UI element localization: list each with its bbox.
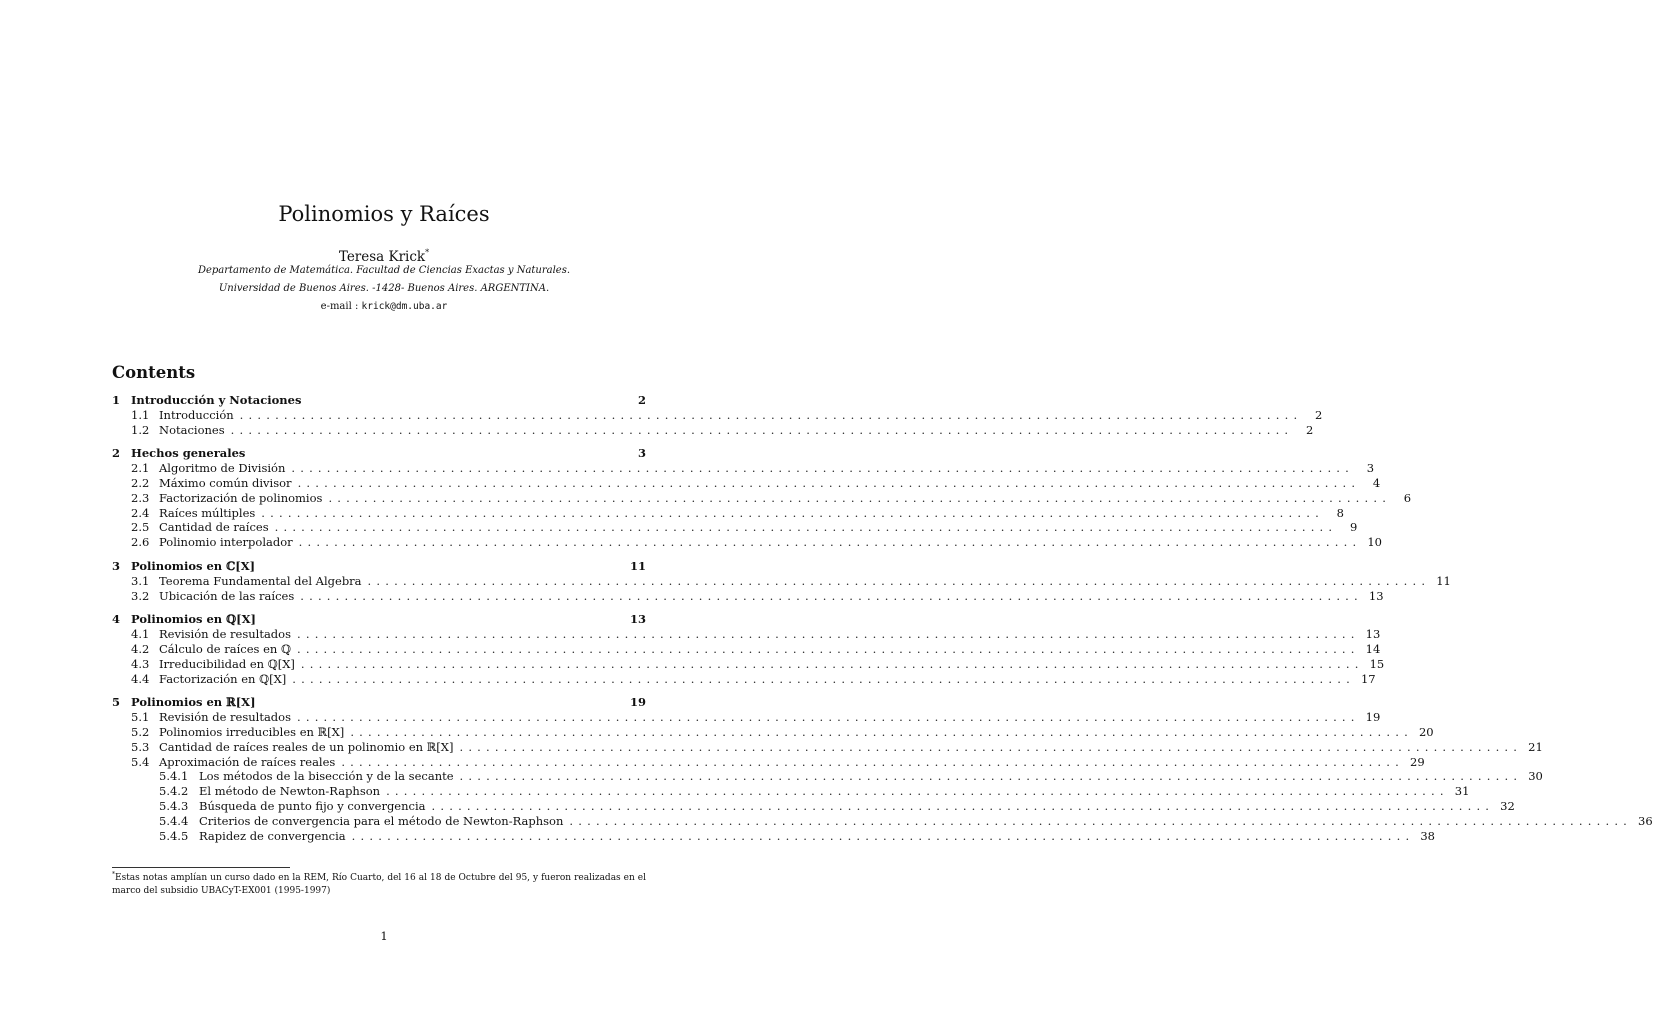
toc-entry-title: Irreducibilidad en ℚ[X]: [159, 656, 295, 671]
toc-entry-number: 4: [112, 612, 121, 627]
author-name: Teresa Krick: [338, 249, 426, 265]
toc-section-row: [112, 573, 1451, 589]
toc-entry-number: 2.2: [131, 475, 150, 490]
toc-entry-number: 5: [112, 695, 121, 710]
toc-entry-number: 1.1: [131, 407, 150, 422]
toc-entry-page: 4: [1372, 475, 1381, 490]
toc-entry-title: Introducción: [159, 407, 234, 422]
toc-entry-page: 2: [1305, 422, 1314, 437]
toc-entry-title: Búsqueda de punto fijo y convergencia: [199, 798, 426, 813]
affiliation-line-2: Universidad de Buenos Aires. -1428- Buenos Aires. ARGENTINA.: [218, 283, 550, 294]
toc-dot-leader: ........................................................................................................................: [300, 588, 1363, 603]
footnote: [112, 869, 646, 897]
toc-entry-page: 13: [1368, 588, 1384, 603]
toc-section-row: [112, 627, 1381, 642]
toc-entry-number: 5.4: [131, 754, 150, 769]
toc-entry-page: 8: [1336, 505, 1344, 520]
toc-entry-title: Hechos generales: [131, 446, 246, 461]
toc-entry-page: 32: [1500, 798, 1515, 813]
toc-dot-leader: ........................................................................................................................: [296, 627, 1360, 642]
toc-dot-leader: ........................................................................................................................: [386, 784, 1449, 799]
toc-entry-page: 21: [1528, 739, 1543, 754]
toc-entry-title: Polinomios en ℚ[X]: [131, 612, 256, 627]
toc-subsection-row: [112, 769, 1543, 784]
contents-heading: Contents: [112, 363, 196, 382]
toc-entry-page: 13: [1365, 627, 1381, 642]
toc-entry-number: 5.4.2: [159, 784, 189, 799]
toc-section-row: [112, 505, 1344, 521]
toc-section-row: [112, 407, 1323, 423]
toc-subsection-row: [112, 784, 1470, 799]
toc-section-row: [112, 739, 1543, 755]
toc-entry-title: Introducción y Notaciones: [131, 393, 302, 407]
toc-entry-title: Aproximación de raíces reales: [159, 754, 336, 769]
toc-section-row: [112, 656, 1385, 672]
toc-dot-leader: ........................................................................................................................: [459, 739, 1523, 754]
author-line: [0, 244, 768, 266]
toc-entry-number: 2.3: [131, 490, 150, 505]
toc-section-row: [112, 422, 1314, 438]
email-line: [0, 300, 768, 314]
toc-entry-title: Ubicación de las raíces: [159, 588, 295, 603]
toc-entry-title: Polinomios en ℝ[X]: [131, 695, 256, 710]
affiliation-line-1: Departamento de Matemática. Facultad de Ciencias Exactas y Naturales.: [197, 265, 571, 276]
toc-entry-page: 3: [637, 446, 646, 461]
toc-chapter-row: [112, 393, 646, 408]
toc-entry-title: Máximo común divisor: [159, 475, 292, 490]
toc-entry-title: Polinomios irreducibles en ℝ[X]: [159, 724, 345, 739]
toc-subsection-row: [112, 798, 1515, 814]
toc-entry-page: 38: [1420, 828, 1435, 843]
toc-entry-title: Raíces múltiples: [159, 505, 256, 520]
toc-entry-page: 29: [1410, 754, 1425, 769]
toc-section-row: [112, 724, 1434, 740]
email-label: e-mail :: [320, 301, 359, 312]
toc-entry-number: 5.3: [131, 739, 150, 754]
toc-dot-leader: ........................................................................................................................: [341, 754, 1404, 769]
toc-entry-page: 19: [1365, 710, 1381, 725]
footnote-text: Estas notas amplían un curso dado en la REM, Río Cuarto, del 16 al 18 de Octubre del 95, y fueron realizadas en el marco del subsidio UBACyT-EX001 (1995-1997): [112, 873, 646, 896]
toc-entry-number: 2.4: [131, 505, 150, 520]
toc-dot-leader: ........................................................................................................................: [261, 505, 1324, 520]
toc-dot-leader: ........................................................................................................................: [328, 490, 1392, 505]
toc-entry-number: 5.4.3: [159, 798, 189, 813]
toc-section-row: [112, 754, 1425, 770]
toc-subsection-row: [112, 813, 1653, 829]
toc-chapter-row: [112, 559, 646, 574]
toc-entry-title: Cálculo de raíces en ℚ: [159, 641, 291, 656]
toc-entry-number: 3.2: [131, 588, 150, 603]
toc-chapter: [112, 393, 1323, 437]
toc-section-row: [112, 641, 1381, 657]
toc-dot-leader: ........................................................................................................................: [350, 724, 1413, 739]
toc-chapter: [112, 695, 1653, 843]
toc-entry-number: 2: [112, 446, 121, 461]
toc-entry-page: 9: [1349, 520, 1358, 535]
author-footnote-mark: *: [425, 248, 430, 257]
toc-entry-page: 2: [637, 393, 646, 407]
toc-entry-page: 15: [1369, 656, 1385, 671]
toc-dot-leader: ........................................................................................................................: [239, 407, 1303, 422]
toc-entry-title: Polinomio interpolador: [159, 535, 293, 550]
toc-entry-page: 20: [1418, 724, 1434, 739]
toc-dot-leader: ........................................................................................................................: [367, 573, 1431, 588]
toc-entry-page: 2: [1315, 407, 1323, 422]
toc-entry-title: Polinomios en ℂ[X]: [131, 558, 256, 573]
toc-entry-number: 4.3: [131, 656, 150, 671]
toc-entry-title: Notaciones: [159, 422, 225, 437]
toc-entry-title: Los métodos de la bisección y de la secante: [199, 769, 454, 784]
toc-dot-leader: ........................................................................................................................: [230, 422, 1294, 437]
toc-entry-page: 11: [629, 558, 646, 573]
toc-entry-page: 3: [1366, 461, 1375, 476]
toc-entry-title: Criterios de convergencia para el método de Newton-Raphson: [199, 813, 564, 828]
toc-entry-number: 2.1: [131, 461, 150, 476]
toc-dot-leader: ........................................................................................................................: [569, 813, 1633, 828]
toc-entry-title: Algoritmo de División: [159, 461, 286, 476]
toc-section-row: [112, 490, 1412, 506]
toc-dot-leader: ........................................................................................................................: [431, 798, 1495, 813]
toc-entry-page: 19: [629, 695, 646, 710]
page-number: 1: [380, 929, 388, 943]
toc-entry-title: Revisión de resultados: [159, 627, 291, 642]
toc-dot-leader: ........................................................................................................................: [296, 710, 1360, 725]
toc-dot-leader: ........................................................................................................................: [351, 828, 1415, 843]
toc-dot-leader: ........................................................................................................................: [298, 535, 1362, 550]
toc-entry-number: 1.2: [131, 422, 150, 437]
toc-chapter-row: [112, 446, 646, 461]
toc-section-row: [112, 671, 1376, 687]
toc-entry-title: Teorema Fundamental del Algebra: [159, 573, 362, 588]
toc-entry-page: 17: [1360, 671, 1376, 686]
toc-entry-number: 1: [112, 393, 121, 407]
toc-chapter-row: [112, 695, 646, 710]
toc-entry-number: 2.5: [131, 520, 150, 535]
toc-entry-page: 11: [1436, 573, 1451, 588]
toc-entry-page: 10: [1367, 535, 1382, 550]
toc-section-row: [112, 710, 1381, 725]
toc-entry-title: Cantidad de raíces: [159, 520, 269, 535]
toc-entry-number: 5.4.4: [159, 813, 189, 828]
toc-entry-title: El método de Newton-Raphson: [199, 784, 381, 799]
toc-section-row: [112, 520, 1358, 535]
toc-section-row: [112, 535, 1382, 550]
toc-entry-page: 6: [1403, 490, 1412, 505]
toc-entry-number: 5.4.5: [159, 828, 189, 843]
footnote-rule: [112, 867, 290, 868]
toc-section-row: [112, 461, 1375, 476]
toc-chapter-row: [112, 612, 646, 627]
toc-dot-leader: ........................................................................................................................: [291, 461, 1355, 476]
toc-entry-title: Revisión de resultados: [159, 710, 291, 725]
toc-dot-leader: ........................................................................................................................: [296, 641, 1360, 656]
toc-entry-title: Factorización en ℚ[X]: [159, 671, 287, 686]
toc-entry-number: 5.1: [131, 710, 150, 725]
table-of-contents: [112, 393, 1653, 852]
paper-title: Polinomios y Raíces: [278, 202, 490, 226]
toc-chapter: [112, 612, 1385, 686]
toc-section-row: [112, 588, 1384, 604]
toc-dot-leader: ........................................................................................................................: [292, 671, 1355, 686]
toc-entry-number: 2.6: [131, 535, 150, 550]
toc-entry-number: 4.4: [131, 671, 150, 686]
toc-entry-page: 14: [1365, 641, 1381, 656]
toc-entry-title: Factorización de polinomios: [159, 490, 323, 505]
toc-entry-number: 5.2: [131, 724, 150, 739]
toc-chapter: [112, 446, 1412, 550]
toc-entry-number: 4.1: [131, 627, 150, 642]
toc-entry-number: 3.1: [131, 573, 150, 588]
toc-entry-page: 36: [1638, 813, 1653, 828]
toc-entry-page: 13: [629, 612, 646, 627]
toc-entry-number: 3: [112, 558, 121, 573]
toc-dot-leader: ........................................................................................................................: [274, 520, 1338, 535]
toc-entry-page: 30: [1528, 769, 1543, 784]
footnote-mark: *: [112, 871, 115, 878]
email-address: krick@dm.uba.ar: [361, 301, 448, 312]
toc-entry-number: 4.2: [131, 641, 150, 656]
toc-dot-leader: ........................................................................................................................: [300, 656, 1364, 671]
toc-entry-page: 31: [1454, 784, 1470, 799]
toc-dot-leader: ........................................................................................................................: [459, 769, 1523, 784]
toc-chapter: [112, 558, 1451, 603]
toc-section-row: [112, 475, 1381, 491]
toc-dot-leader: ........................................................................................................................: [297, 475, 1361, 490]
toc-subsection-row: [112, 828, 1435, 844]
toc-entry-number: 5.4.1: [159, 769, 189, 784]
toc-entry-title: Rapidez de convergencia: [199, 828, 346, 843]
toc-entry-title: Cantidad de raíces reales de un polinomio en ℝ[X]: [159, 739, 454, 754]
